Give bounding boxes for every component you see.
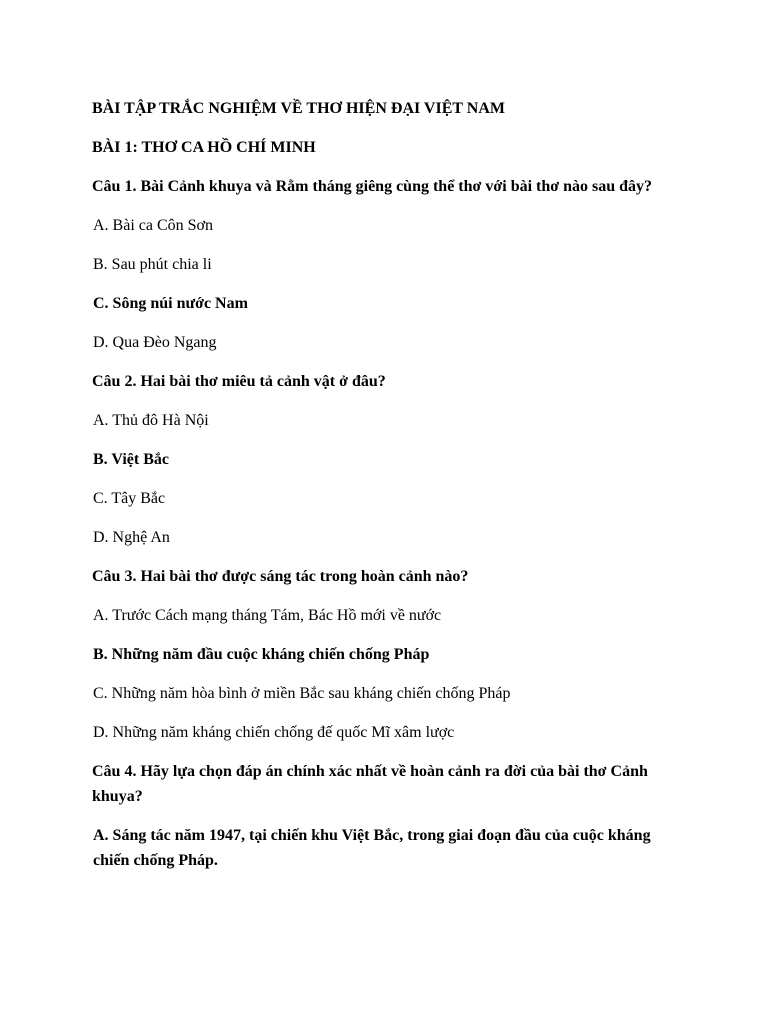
question-block	[92, 564, 682, 745]
question-text: Câu 4. Hãy lựa chọn đáp án chính xác nhất về hoàn cảnh ra đời của bài thơ Cảnh khuya?	[92, 763, 648, 805]
answer-option: A. Bài ca Côn Sơn	[93, 217, 214, 234]
answer-option: D. Những năm kháng chiến chống đế quốc Mĩ xâm lược	[93, 724, 455, 741]
answer-option: C. Tây Bắc	[93, 490, 166, 507]
document-page	[92, 96, 682, 887]
document-title: BÀI TẬP TRẮC NGHIỆM VỀ THƠ HIỆN ĐẠI VIỆT NAM	[92, 100, 505, 117]
question-block	[92, 759, 682, 873]
question-text: Câu 1. Bài Cảnh khuya và Rằm tháng giêng cùng thể thơ với bài thơ nào sau đây?	[92, 178, 653, 195]
correct-answer-option: C. Sông núi nước Nam	[93, 295, 248, 312]
answer-option: B. Sau phút chia li	[93, 256, 212, 273]
correct-answer-option: B. Những năm đầu cuộc kháng chiến chống Pháp	[93, 646, 430, 663]
question-text: Câu 3. Hai bài thơ được sáng tác trong hoàn cảnh nào?	[92, 568, 469, 585]
answer-option: A. Thủ đô Hà Nội	[93, 412, 209, 429]
correct-answer-option: B. Việt Bắc	[93, 451, 169, 468]
answer-option: D. Qua Đèo Ngang	[93, 334, 217, 351]
answer-option: C. Những năm hòa bình ở miền Bắc sau kháng chiến chống Pháp	[93, 685, 511, 702]
section-heading: BÀI 1: THƠ CA HỒ CHÍ MINH	[92, 139, 316, 156]
question-block	[92, 369, 682, 550]
answer-option: D. Nghệ An	[93, 529, 170, 546]
answer-option: A. Trước Cách mạng tháng Tám, Bác Hồ mới về nước	[93, 607, 442, 624]
question-block	[92, 174, 682, 355]
correct-answer-option: A. Sáng tác năm 1947, tại chiến khu Việt Bắc, trong giai đoạn đầu của cuộc kháng chiến chống Pháp.	[93, 827, 651, 869]
question-text: Câu 2. Hai bài thơ miêu tả cảnh vật ở đâu?	[92, 373, 386, 390]
